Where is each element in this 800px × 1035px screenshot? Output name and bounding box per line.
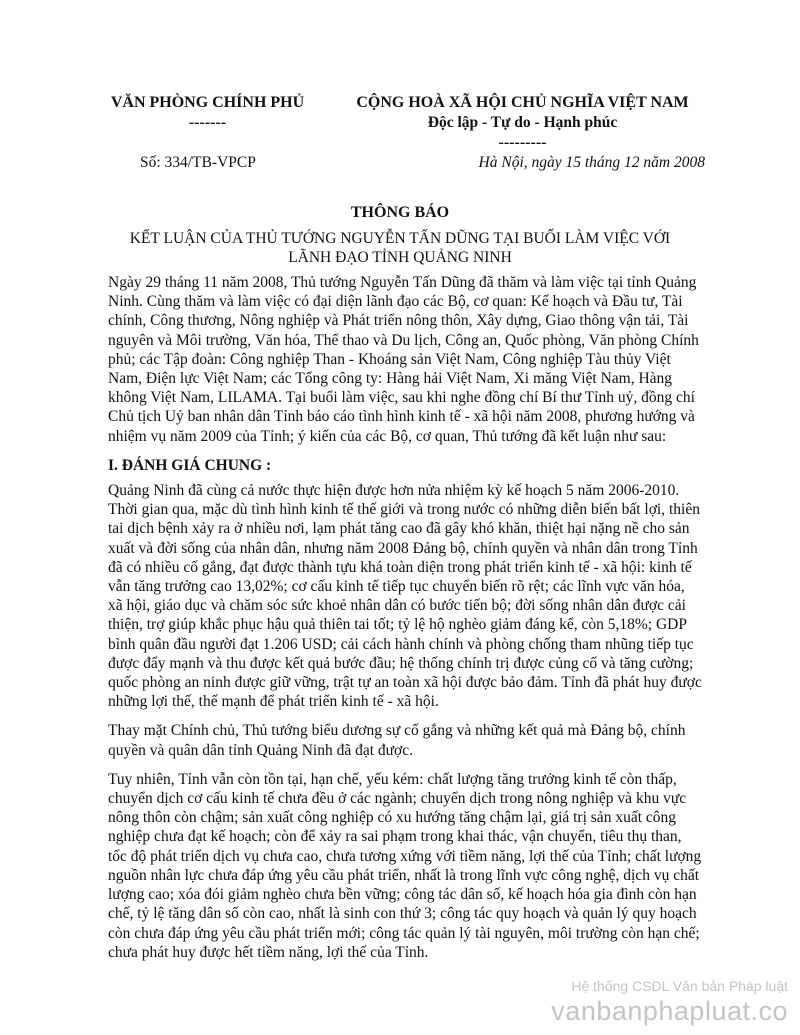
watermark-caption: Hệ thống CSDL Văn bản Pháp luật — [571, 978, 788, 994]
document-title: THÔNG BÁO — [350, 204, 450, 221]
document-subtitle: KẾT LUẬN CỦA THỦ TƯỚNG NGUYỄN TẤN DŨNG TẠI BUỔI LÀM VIỆC VỚI LÃNH ĐẠO TỈNH QUẢNG NINH — [129, 230, 671, 266]
limitations-paragraph: Tuy nhiên, Tỉnh vẫn còn tồn tại, hạn chế, yếu kém: chất lượng tăng trưởng kinh tế còn thấp, chuyển dịch cơ cấu kinh tế chưa đều ở các ngành; chuyển dịch trong nông nghiệp và khu vực nông thôn còn chậm; sản xuất công nghiệp có xu hướng tăng chậm lại, giá trị sản xuất công nghiệp chưa đạt kế hoạch; còn để xảy ra sai phạm trong khai thác, vận chuyển, tiêu thụ than, tốc độ phát triển dịch vụ chưa cao, chưa tương xứng với tiềm năng, lợi thế của Tỉnh; chất lượng nguồn nhân lực chưa đáp ứng yêu cầu phát triển, nhất là trong lĩnh vực công nghệ, dịch vụ chất lượng cao; xóa đói giảm nghèo chưa bền vững; công tác dân số, kế hoạch hóa gia đình còn hạn chế, tỷ lệ tăng dân số còn cao, nhất là sinh con thứ 3; công tác quy hoạch và quản lý quy hoạch còn chưa đáp ứng yêu cầu phát triển mới; công tác quản lý tài nguyên, môi trường còn hạn chế; chưa phát huy được hết tiềm năng, lợi thế của Tỉnh. — [108, 770, 702, 961]
motto-rule: --------- — [498, 134, 547, 151]
national-motto: Độc lập - Tự do - Hạnh phúc — [427, 114, 618, 131]
commendation-paragraph: Thay mặt Chính chủ, Thủ tướng biểu dương sự cố gắng và những kết quả mà Đảng bộ, chính quyền và quân dân tỉnh Quảng Ninh đã đạt được. — [108, 722, 686, 759]
document-date: Hà Nội, ngày 15 tháng 12 năm 2008 — [478, 154, 705, 171]
assessment-paragraph: Quảng Ninh đã cùng cả nước thực hiện được hơn nửa nhiệm kỳ kế hoạch 5 năm 2006-2010. Thời gian qua, mặc dù tình hình kinh tế thế giới và trong nước có những diễn biến bất lợi, thiên tai dịch bệnh xảy ra ở nhiều nơi, lạm phát tăng cao đã gây khó khăn, thiệt hại nặng nề cho sản xuất và đời sống của nhân dân, nhưng năm 2008 Đảng bộ, chính quyền và nhân dân trong Tỉnh đã có nhiều cố gắng, đạt được thành tựu khá toàn diện trong phát triển kinh tế - xã hội: kinh tế vẫn tăng trưởng cao 13,02%; cơ cấu kinh tế tiếp tục chuyển biến rõ rệt; các lĩnh vực văn hóa, xã hội, giáo dục và chăm sóc sức khoẻ nhân dân có bước tiến bộ; đời sống nhân dân được cải thiện, trợ giúp khắc phục hậu quả thiên tai tốt; tỷ lệ hộ nghèo giảm đáng kể, còn 5,18%; GDP bình quân đầu người đạt 1.206 USD; cải cách hành chính và phòng chống tham nhũng tiếp tục được đẩy mạnh và thu được kết quả bước đầu; hệ thống chính trị được củng cố và tăng cường; quốc phòng an ninh được giữ vững, trật tự an toàn xã hội được bảo đảm. Tỉnh đã phát huy được những lợi thế, thế mạnh để phát triển kinh tế - xã hội. — [108, 482, 702, 711]
issuing-agency-block — [100, 93, 315, 133]
site-watermark — [551, 977, 788, 1027]
intro-paragraph: Ngày 29 tháng 11 năm 2008, Thủ tướng Nguyễn Tấn Dũng đã thăm và làm việc tại tỉnh Quảng Ninh. Cùng thăm và làm việc có đại diện lãnh đạo các Bộ, cơ quan: Kế hoạch và Đầu tư, Tài chính, Công thương, Nông nghiệp và Phát triển nông thôn, Xây dựng, Giao thông vận tải, Tài nguyên và Môi trường, Văn hóa, Thể thao và Du lịch, Công an, Quốc phòng, Văn phòng Chính phủ; các Tập đoàn: Công nghiệp Than - Khoáng sản Việt Nam, Công nghiệp Tàu thủy Việt Nam, Điện lực Việt Nam; các Tổng công ty: Hàng hải Việt Nam, Xi măng Việt Nam, Hàng không Việt Nam, LILAMA. Tại buổi làm việc, sau khi nghe đồng chí Bí thư Tỉnh uỷ, đồng chí Chủ tịch Uỷ ban nhân dân Tỉnh báo cáo tình hình kinh tế - xã hội năm 2008, phương hướng và nhiệm vụ năm 2009 của Tỉnh; ý kiến của các Bộ, cơ quan, Thủ tướng đã kết luận như sau: — [108, 274, 699, 445]
document-body — [108, 273, 702, 972]
agency-rule: ------- — [188, 114, 227, 131]
national-title-block — [350, 93, 695, 153]
document-number: Số: 334/TB-VPCP — [140, 154, 256, 171]
watermark-domain: vanbanphapluat.co — [551, 996, 788, 1026]
country-name: CỘNG HOÀ XÃ HỘI CHỦ NGHĨA VIỆT NAM — [356, 94, 689, 111]
issuing-agency: VĂN PHÒNG CHÍNH PHỦ — [110, 94, 305, 111]
section-heading: I. ĐÁNH GIÁ CHUNG : — [108, 456, 272, 474]
